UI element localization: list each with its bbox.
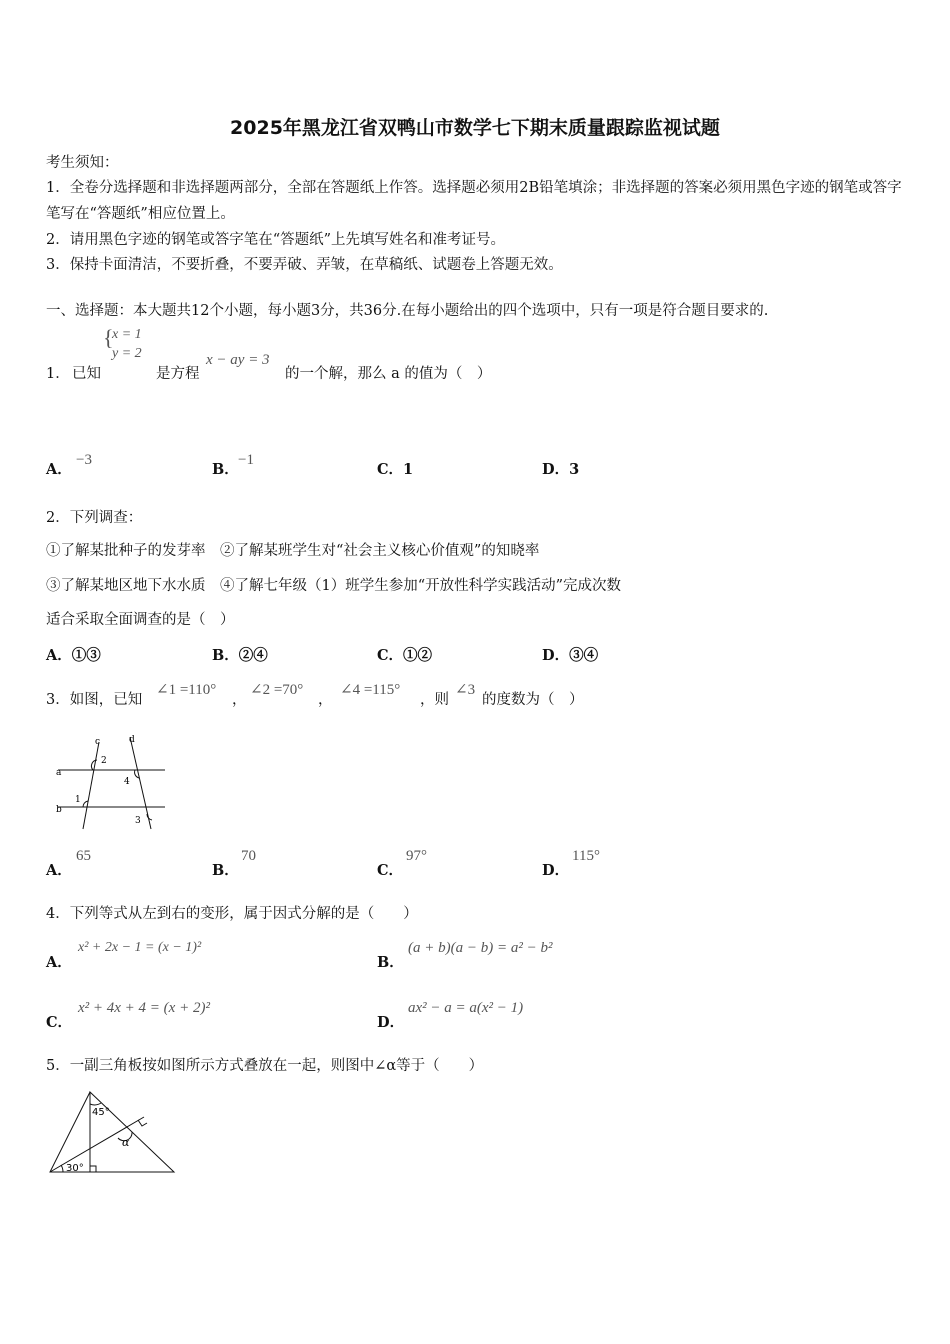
- q2-stem: 2．下列调查：: [46, 510, 143, 526]
- q1-number: 1．: [46, 366, 70, 382]
- q2-item-line-1: ①了解某批种子的发芽率 ②了解某班学生对“社会主义核心价值观”的知晓率: [46, 543, 540, 559]
- q2-option-d: D．③④: [542, 647, 599, 664]
- q1-equation: x − ay = 3: [206, 352, 270, 368]
- right-angle-mark-top: [138, 1120, 147, 1126]
- q3-option-d-label: D．: [542, 862, 570, 879]
- q5-stem: 5．一副三角板按如图所示方式叠放在一起，则图中∠α等于（ ）: [46, 1058, 484, 1074]
- notice-item-2: 2．请用黑色字迹的钢笔或答字笔在“答题纸”上先填写姓名和准考证号。: [46, 232, 506, 248]
- q5-figure: [46, 1088, 181, 1180]
- q4-option-a-label: A．: [46, 954, 72, 971]
- q1-option-b-value: −1: [238, 452, 254, 468]
- q2-option-a: A．①③: [46, 647, 101, 664]
- label-3: 3: [135, 816, 141, 826]
- q4-option-b-value: (a + b)(a − b) = a² − b²: [408, 940, 553, 956]
- label-30: 30°: [66, 1163, 84, 1174]
- right-angle-mark-bottom: [90, 1166, 96, 1172]
- page-title: 2025年黑龙江省双鸭山市数学七下期末质量跟踪监视试题: [230, 117, 720, 139]
- section-heading: 一、选择题：本大题共12个小题，每小题3分，共36分.在每小题给出的四个选项中，只有一项是符合题目要求的.: [46, 303, 769, 319]
- q1-option-d: D．3: [542, 461, 580, 478]
- line-c: [83, 742, 99, 829]
- q3-option-d-value: 115°: [572, 848, 600, 864]
- q3-angle-3: ∠3: [455, 682, 476, 698]
- q3-option-c-value: 97°: [406, 848, 427, 864]
- q4-option-d-label: D．: [377, 1014, 405, 1031]
- arc-45: [90, 1103, 101, 1105]
- q3-option-b-label: B．: [212, 862, 239, 879]
- q1-option-c: C．1: [377, 461, 414, 478]
- q1-text-b: 是方程: [156, 366, 200, 382]
- notice-heading: 考生须知：: [46, 155, 119, 171]
- label-alpha: α: [122, 1136, 130, 1149]
- q1-system-1: x = 1: [112, 327, 142, 342]
- q4-stem: 4．下列等式从左到右的变形，属于因式分解的是（ ）: [46, 906, 418, 922]
- q3-given-3: ∠4 =115°: [340, 682, 401, 698]
- notice-item-1: 1．全卷分选择题和非选择题两部分，全部在答题纸上作答。选择题必须用2B铅笔填涂；非选择题的答案必须用黑色字迹的钢笔或答字笔写在“答题纸”相应位置上。: [46, 180, 902, 222]
- q1-system-2: y = 2: [112, 346, 142, 361]
- q3-text-tail: 的度数为（ ）: [482, 692, 584, 708]
- q1-brace: {: [103, 325, 114, 350]
- label-a: a: [56, 768, 62, 778]
- q3-text-then: ，则: [420, 692, 449, 708]
- label-1: 1: [75, 795, 81, 805]
- q3-comma-2: ，: [318, 692, 333, 708]
- q4-option-d-value: ax² − a = a(x² − 1): [408, 1000, 524, 1016]
- label-45: 45°: [92, 1107, 110, 1118]
- label-4: 4: [124, 777, 130, 787]
- notice-item-3: 3．保持卡面清洁，不要折叠，不要弄破、弄皱，在草稿纸、试题卷上答题无效。: [46, 257, 563, 273]
- label-d: d: [129, 735, 135, 745]
- q1-text-a: 已知: [72, 366, 101, 382]
- q1-option-a-label: A．: [46, 461, 72, 478]
- q3-text-a: 3．如图，已知: [46, 692, 143, 708]
- q2-question: 适合采取全面调查的是（ ）: [46, 612, 235, 628]
- q3-option-b-value: 70: [241, 848, 256, 864]
- q3-given-1: ∠1 =110°: [156, 682, 217, 698]
- q2-item-line-2: ③了解某地区地下水水质 ④了解七年级（1）班学生参加“开放性科学实践活动”完成次数: [46, 578, 622, 594]
- q4-option-b-label: B．: [377, 954, 404, 971]
- label-2: 2: [101, 756, 107, 766]
- q4-option-c-value: x² + 4x + 4 = (x + 2)²: [78, 1000, 210, 1016]
- q1-text-c: 的一个解，那么 a 的值为（ ）: [285, 366, 492, 382]
- q1-option-a-value: −3: [76, 452, 92, 468]
- q1-option-b-label: B．: [212, 461, 239, 478]
- q3-figure: [55, 732, 170, 832]
- q2-option-c: C．①②: [377, 647, 433, 664]
- q3-option-c-label: C．: [377, 862, 404, 879]
- q3-given-2: ∠2 =70°: [250, 682, 304, 698]
- label-b: b: [56, 805, 62, 815]
- q4-option-a-value: x² + 2x − 1 = (x − 1)²: [78, 940, 202, 955]
- label-c: c: [95, 737, 101, 747]
- q3-option-a-value: 65: [76, 848, 91, 864]
- q3-option-a-label: A．: [46, 862, 72, 879]
- q2-option-b: B．②④: [212, 647, 268, 664]
- arc-30: [61, 1165, 63, 1172]
- q3-comma-1: ，: [232, 692, 247, 708]
- q4-option-c-label: C．: [46, 1014, 73, 1031]
